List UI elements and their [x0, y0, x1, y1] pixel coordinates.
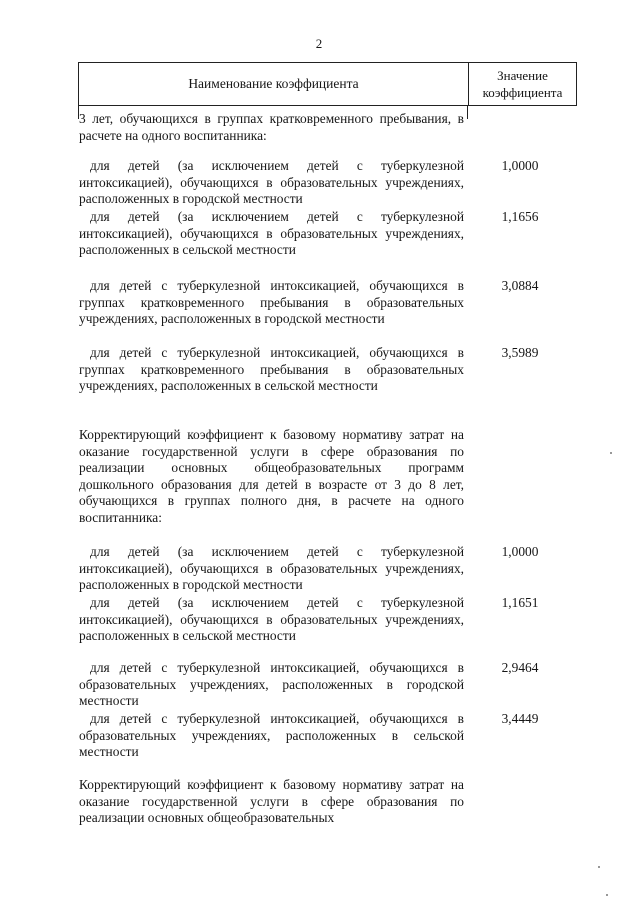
- scan-speck: [598, 866, 600, 868]
- coefficient-table-header: [78, 62, 577, 106]
- header-value-line1: Значение: [497, 68, 548, 83]
- section-1-row-2-value: 1,1656: [501, 209, 539, 224]
- scan-speck: [606, 894, 608, 896]
- section-2-intro: Корректирующий коэффициент к базовому нормативу затрат на оказание государственной услуги в сфере образования по реализации основных общеобразовательных программ дошкольного образования для детей в возрасте от 3 до 8 лет, обучающихся в группах полного дня, в расчете на одного воспитанника:: [79, 427, 464, 525]
- section-3-intro: Корректирующий коэффициент к базовому нормативу затрат на оказание государственной услуги в сфере образования по реализации основных общеобразовательных: [79, 777, 464, 826]
- header-name-column: Наименование коэффициента: [79, 63, 469, 105]
- section-2-row-3-text: для детей с туберкулезной интоксикацией, обучающихся в образовательных учреждениях, расположенных в городской местности: [79, 660, 464, 709]
- header-value-column: [469, 63, 576, 105]
- section-1-row-4-text: для детей с туберкулезной интоксикацией, обучающихся в группах кратковременного пребывания в образовательных учреждениях, расположенных в сельской местности: [79, 345, 464, 394]
- section-1-row-1-value: 1,0000: [501, 158, 539, 173]
- section-1-row-3-value: 3,0884: [501, 278, 539, 293]
- section-2-row-2-text: для детей (за исключением детей с туберкулезной интоксикацией), обучающихся в образовательных учреждениях, расположенных в сельской местности: [79, 595, 464, 644]
- section-2-row-4-text: для детей с туберкулезной интоксикацией, обучающихся в образовательных учреждениях, расположенных в сельской местности: [79, 711, 464, 760]
- section-1-row-4-value: 3,5989: [501, 345, 539, 360]
- section-2-row-2-value: 1,1651: [501, 595, 539, 610]
- header-value-line2: коэффициента: [482, 85, 563, 100]
- section-1-row-3-text: для детей с туберкулезной интоксикацией, обучающихся в группах кратковременного пребывания в образовательных учреждениях, расположенных в городской местности: [79, 278, 464, 327]
- page-number: 2: [315, 36, 323, 51]
- section-1-intro: 3 лет, обучающихся в группах кратковременного пребывания, в расчете на одного воспитанника:: [79, 111, 464, 143]
- section-2-row-1-value: 1,0000: [501, 544, 539, 559]
- section-2-row-4-value: 3,4449: [501, 711, 539, 726]
- section-1-row-1-text: для детей (за исключением детей с туберкулезной интоксикацией), обучающихся в образовательных учреждениях, расположенных в городской местности: [79, 158, 464, 207]
- section-2-row-1-text: для детей (за исключением детей с туберкулезной интоксикацией), обучающихся в образовательных учреждениях, расположенных в городской местности: [79, 544, 464, 593]
- section-1-row-2-text: для детей (за исключением детей с туберкулезной интоксикацией), обучающихся в образовательных учреждениях, расположенных в сельской местности: [79, 209, 464, 258]
- scan-speck: [610, 452, 612, 454]
- table-rule-right: [467, 105, 468, 119]
- section-2-row-3-value: 2,9464: [501, 660, 539, 675]
